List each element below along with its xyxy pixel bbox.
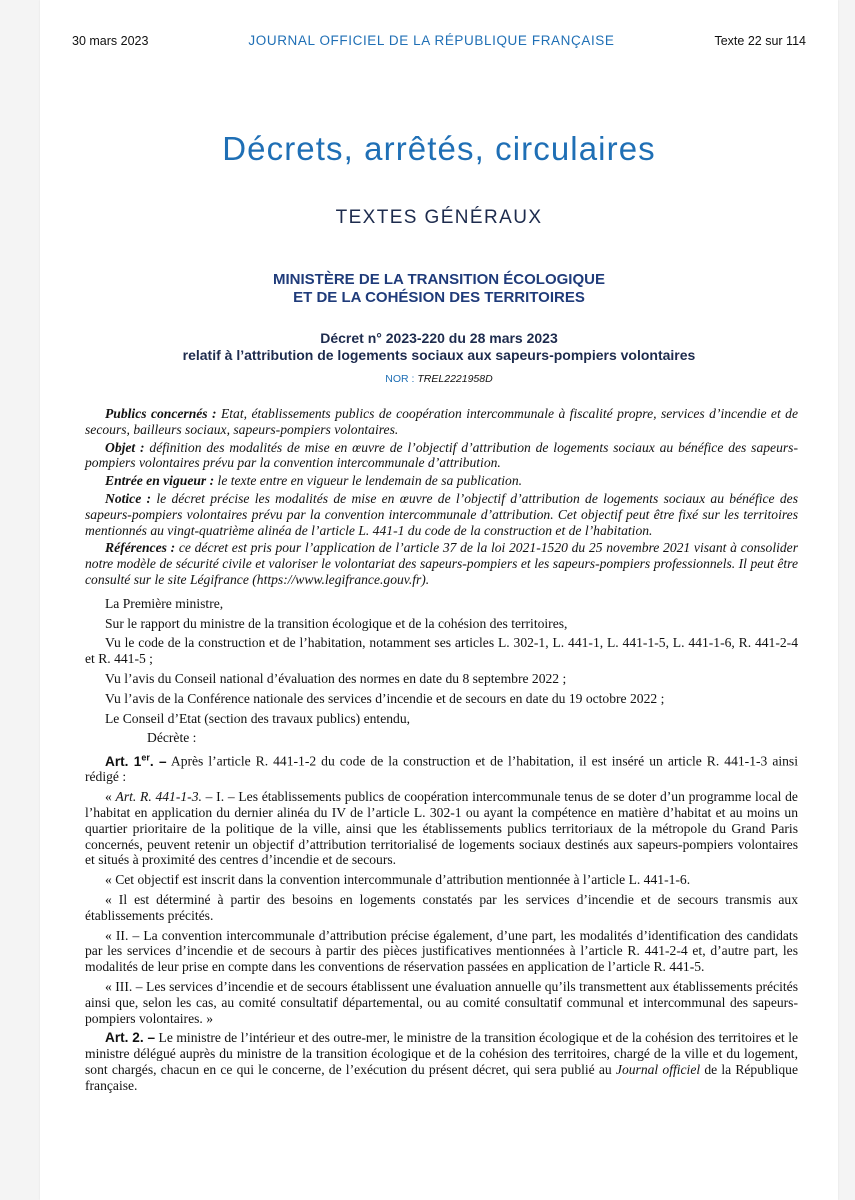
art1-label-main: Art. 1 — [105, 753, 142, 769]
summary-entree — [85, 473, 798, 489]
article-1 — [85, 750, 798, 1026]
nor-label: NOR : — [385, 373, 418, 385]
subsection-title: TEXTES GÉNÉRAUX — [335, 207, 543, 228]
objet-text: définition des modalités de mise en œuvre de l’objectif d’attribution de logements sociaux au bénéfice des sapeurs-pompiers volontaires prévu par la convention intercommunale d’attribution. — [85, 439, 798, 471]
summary-block — [85, 406, 798, 588]
summary-notice — [85, 491, 798, 538]
notice-text: le décret précise les modalités de mise en œuvre de l’objectif d’attribution de logements sociaux au bénéfice des sapeurs-pompiers volontaires prévu par la convention intercommunale d’attribution. Cet objectif peut être fixé sur les territoires mentionnés au vingt-quatrième alinéa de l’article L. 441-1 du code de la construction et de l’habitation. — [85, 490, 798, 538]
notice-label: Notice : — [105, 490, 152, 506]
decree-number: Décret n° 2023-220 du 28 mars 2023 — [320, 330, 558, 346]
visa-line: Sur le rapport du ministre de la transition écologique et de la cohésion des territoires, — [105, 615, 568, 631]
article-1-para-5: « III. – Les services d’incendie et de secours établissent une évaluation annuelle qu’ils transmettent aux établissements précités ainsi que, selon les cas, au comité consultatif départemental, ou au comité consultatif communal et intercommunal des sapeurs-pompiers volontaires. » — [85, 979, 798, 1026]
publics-text: Etat, établissements publics de coopération intercommunale à fiscalité propre, services d’incendie et de secours, bailleurs sociaux, sapeurs-pompiers volontaires. — [85, 406, 798, 437]
quote-open: « — [105, 789, 116, 805]
nor-value: TREL2221958D — [417, 373, 493, 385]
article-2-text-a: Le ministre de l’intérieur et des outre-mer, le ministre de la transition écologique et de la cohésion des territoires et le ministre délégué auprès du ministre de la transition écologique et de la cohésion des territoires, chargé de la ville et du logement, sont chargés, chacun en ce qui le concerne, de l’exécution du présent décret, qui sera publié au — [85, 1030, 799, 1078]
decree-subject: relatif à l’attribution de logements sociaux aux sapeurs-pompiers volontaires — [182, 347, 696, 363]
decree-title — [40, 330, 838, 364]
article-1-para-2: « Cet objectif est inscrit dans la convention intercommunale d’attribution mentionnée à l’article L. 441-1-6. — [105, 872, 691, 888]
visa-line: Vu l’avis de la Conférence nationale des services d’incendie et de secours en date du 19 octobre 2022 ; — [105, 690, 665, 706]
journal-name: JOURNAL OFFICIEL DE LA RÉPUBLIQUE FRANÇAISE — [248, 33, 615, 48]
objet-label: Objet : — [105, 439, 145, 455]
art1-label-sup: er — [141, 752, 150, 763]
article-1-para-4: « II. – La convention intercommunale d’attribution précise également, d’une part, les modalités d’identification des candidats par les services d’incendie et de secours à partir des pièces justificatives mentionnées à l’article R. 441-2-4 et, d’autre part, les modalités de leur prise en compte dans les conventions de réservation passées en application de l’article R. 441-5. — [85, 927, 798, 975]
summary-references — [85, 540, 798, 587]
visa-line: La Première ministre, — [105, 595, 224, 611]
visa-line: Vu le code de la construction et de l’habitation, notamment ses articles L. 302-1, L. 441-1, L. 441-1-5, L. 441-1-6, R. 441-2-4 et R. 441-5 ; — [85, 635, 798, 667]
quoted-article-ref: Art. R. 441-1-3. — [115, 789, 202, 805]
article-1-para-3: « Il est déterminé à partir des besoins en logements constatés par les services d’incendie et de secours transmis aux établissements précités. — [85, 892, 798, 923]
journal-officiel-ref: Journal officiel — [615, 1062, 701, 1078]
section-title: Décrets, arrêtés, circulaires — [222, 130, 656, 167]
summary-publics — [85, 406, 798, 438]
document-page — [40, 0, 838, 1200]
running-header — [72, 33, 806, 48]
article-1-intro-text: Après l’article R. 441-1-2 du code de la construction et de l’habitation, il est inséré un article R. 441-1-3 ainsi rédigé : — [85, 753, 798, 785]
nor-reference — [40, 373, 838, 385]
article-1-label — [105, 754, 167, 769]
article-2 — [85, 1030, 798, 1093]
entree-text: le texte entre en vigueur le lendemain de sa publication. — [214, 473, 523, 489]
ministry-line-2: ET DE LA COHÉSION DES TERRITOIRES — [293, 289, 585, 306]
article-1-intro — [85, 750, 798, 785]
summary-objet — [85, 440, 798, 472]
art1-label-end: . – — [149, 753, 167, 769]
ministry-heading — [40, 271, 838, 307]
visa-line: Vu l’avis du Conseil national d’évaluation des normes en date du 8 septembre 2022 ; — [105, 670, 567, 686]
document-body — [85, 406, 798, 1098]
publication-date: 30 mars 2023 — [72, 34, 149, 48]
article-2-text-b: de la République française. — [85, 1062, 798, 1093]
decrete-line: Décrète : — [147, 730, 197, 746]
publics-label: Publics concernés : — [105, 406, 217, 421]
article-2-label: Art. 2. – — [105, 1030, 156, 1046]
visas-block — [85, 596, 798, 746]
ministry-line-1: MINISTÈRE DE LA TRANSITION ÉCOLOGIQUE — [273, 271, 605, 288]
visa-line: Le Conseil d’Etat (section des travaux publics) entendu, — [105, 710, 411, 726]
para-1-text: – I. – Les établissements publics de coopération intercommunale tenus de se doter d’un programme local de l’habitat en application du dernier alinéa du IV de l’article L. 302-1 ou ayant la compétence en matière d’habitat et au moins un quartier prioritaire de la politique de la ville, ainsi que les établissements publics territoriaux de la métropole du Grand Paris concernés, peuvent retenir un objectif d’attribution territorialisé de logements sociaux destinés aux sapeurs-pompiers volontaires et situés à proximité des centres d’incendie et de secours. — [85, 789, 798, 868]
references-label: Références : — [105, 540, 176, 556]
text-reference: Texte 22 sur 114 — [714, 34, 806, 48]
entree-label: Entrée en vigueur : — [105, 473, 215, 489]
references-text: ce décret est pris pour l’application de l’article 37 de la loi 2021-1520 du 25 novembre 2021 visant à consolider notre modèle de sécurité civile et valoriser le volontariat des sapeurs-pompiers et les sapeurs-pompiers professionnels. Il peut être consulté sur le site Légifrance (https://www.legifrance.gouv.fr). — [85, 540, 798, 587]
article-1-para-1 — [85, 789, 798, 868]
article-2-text — [85, 1030, 798, 1093]
